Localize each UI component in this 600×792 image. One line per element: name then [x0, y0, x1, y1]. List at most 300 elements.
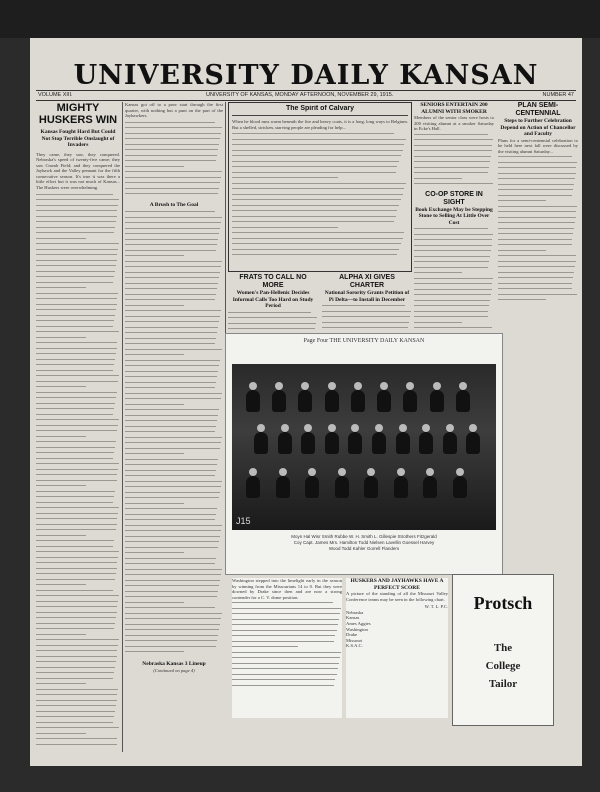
photo-caption — [232, 534, 496, 552]
text-line — [228, 312, 311, 313]
text-line — [414, 311, 488, 312]
text-line — [125, 294, 216, 295]
spirit-body: When he blood runs warm beneath the fire and heavy coats, it is a long, long ways to Belgium. But a shelled, stricken, starving people are pleading for help... — [232, 119, 408, 130]
text-line — [36, 590, 113, 591]
coop-deck: Book Exchange May be Stepping Stone to Selling At Little Over Cost — [415, 206, 493, 226]
text-line — [125, 591, 218, 592]
text-line — [125, 188, 219, 189]
text-line — [36, 315, 115, 316]
text-line — [36, 232, 114, 233]
player-figure — [305, 476, 319, 498]
standings-row: Drake — [346, 632, 358, 638]
text-line — [125, 250, 216, 251]
text-line — [414, 167, 489, 168]
text-line — [36, 656, 117, 657]
text-line — [125, 640, 217, 641]
text-line — [36, 436, 86, 437]
huskers-text-lines — [36, 194, 120, 752]
text-line — [125, 492, 220, 493]
player-figure — [276, 476, 290, 498]
text-line — [36, 711, 115, 712]
text-line — [414, 300, 490, 301]
text-line — [232, 227, 338, 228]
player-head — [249, 382, 257, 390]
player-head — [281, 424, 289, 432]
text-line — [36, 617, 116, 618]
text-line — [232, 155, 401, 156]
text-line — [36, 524, 117, 525]
text-line — [498, 156, 572, 157]
plan-body: Plans for a semi-centennial celebration to be held here next fall were discussed by the visiting alumni Saturday... — [498, 137, 578, 154]
player-head — [351, 424, 359, 432]
text-line — [125, 211, 215, 212]
player-figure — [403, 390, 417, 412]
player-figure — [335, 476, 349, 498]
player-head — [304, 424, 312, 432]
player-head — [301, 382, 309, 390]
text-line — [498, 244, 572, 245]
player-figure — [254, 432, 268, 454]
text-line — [125, 228, 220, 229]
text-line — [232, 194, 403, 195]
text-line — [36, 667, 115, 668]
text-line — [498, 211, 576, 212]
text-line — [498, 200, 546, 201]
protsch-ad — [452, 574, 554, 726]
text-line — [125, 177, 221, 178]
page-four-insert — [225, 333, 503, 575]
text-line — [36, 562, 117, 563]
text-line — [125, 552, 184, 553]
text-line — [36, 485, 86, 486]
text-line — [414, 327, 492, 328]
text-line — [232, 232, 404, 233]
text-line — [36, 705, 116, 706]
text-line — [125, 122, 215, 123]
ad-name: Protsch — [473, 593, 533, 613]
text-line — [36, 700, 117, 701]
text-line — [36, 364, 114, 365]
player-head — [338, 468, 346, 476]
text-line — [36, 309, 116, 310]
text-line — [125, 255, 184, 256]
standings-row: Missouri — [346, 637, 363, 643]
text-line — [125, 239, 218, 240]
text-line — [125, 437, 222, 438]
scan-border — [0, 0, 600, 38]
text-line — [414, 322, 462, 323]
text-line — [36, 331, 119, 332]
text-line — [36, 480, 117, 481]
text-line — [36, 441, 116, 442]
text-line — [125, 217, 222, 218]
player-head — [399, 424, 407, 432]
text-line — [498, 184, 574, 185]
text-line — [36, 337, 86, 338]
text-line — [414, 145, 492, 146]
player-head — [433, 382, 441, 390]
standings-header: W. T. L. P.C. — [424, 604, 448, 610]
text-line — [498, 261, 576, 262]
text-line — [232, 254, 397, 255]
text-line — [125, 464, 217, 465]
text-line — [232, 641, 334, 642]
text-line — [36, 293, 118, 294]
text-line — [36, 546, 113, 547]
text-line — [232, 221, 394, 222]
text-line — [36, 634, 86, 635]
text-line — [36, 392, 117, 393]
text-line — [36, 243, 119, 244]
text-line — [125, 530, 221, 531]
text-line — [125, 244, 217, 245]
text-line — [498, 167, 576, 168]
player-figure — [298, 390, 312, 412]
text-line — [125, 127, 222, 128]
text-line — [125, 624, 220, 625]
text-line — [498, 195, 572, 196]
text-line — [498, 233, 573, 234]
text-line — [36, 216, 117, 217]
records-headline: HUSKERS AND JAYHAWKS HAVE A PERFECT SCORE — [350, 578, 444, 591]
text-line — [125, 420, 217, 421]
text-line — [36, 540, 114, 541]
text-line — [36, 579, 115, 580]
text-line — [125, 629, 219, 630]
text-line — [125, 470, 216, 471]
text-line — [125, 646, 216, 647]
player-head — [279, 468, 287, 476]
text-line — [232, 685, 334, 686]
standings-row: Kansas — [346, 615, 360, 621]
text-line — [36, 474, 117, 475]
player-figure — [246, 390, 260, 412]
seniors-headline: SENIORS ENTERTAIN 200 ALUMNI WITH SMOKER — [420, 102, 488, 115]
play-subhead: A Brush to The Goal — [149, 201, 199, 208]
text-line — [125, 547, 218, 548]
player-head — [308, 468, 316, 476]
text-line — [36, 386, 86, 387]
ad-line-2: College — [485, 660, 521, 672]
text-line — [125, 222, 221, 223]
text-line — [232, 668, 338, 669]
text-line — [414, 289, 492, 290]
text-line — [498, 217, 576, 218]
text-line — [125, 382, 216, 383]
text-line — [125, 343, 215, 344]
huskers-deck: Kansas Fought Hard But Could Not Stop Terrible Onslaught of Invaders — [40, 129, 116, 148]
text-line — [36, 287, 86, 288]
text-line — [36, 694, 117, 695]
player-head — [456, 468, 464, 476]
text-line — [414, 256, 490, 257]
football-team-photo — [232, 364, 496, 530]
text-line — [414, 316, 488, 317]
text-line — [125, 442, 221, 443]
records-article — [346, 578, 448, 718]
text-line — [498, 178, 575, 179]
text-line — [498, 299, 546, 300]
text-line — [125, 618, 221, 619]
text-line — [36, 595, 119, 596]
text-line — [36, 359, 115, 360]
text-line — [36, 381, 118, 382]
standings-row: Washington — [346, 626, 368, 632]
text-line — [125, 459, 218, 460]
text-line — [125, 371, 218, 372]
text-line — [322, 322, 409, 323]
ad-line-1: The — [493, 642, 513, 654]
player-head — [459, 382, 467, 390]
player-head — [446, 424, 454, 432]
text-line — [36, 221, 116, 222]
text-line — [125, 541, 219, 542]
text-line — [125, 475, 215, 476]
text-line — [36, 370, 113, 371]
volume-label: VOLUME XIII. — [38, 92, 73, 98]
text-line — [36, 557, 118, 558]
text-line — [125, 481, 222, 482]
text-line — [228, 323, 316, 324]
player-figure — [430, 390, 444, 412]
player-head — [397, 468, 405, 476]
player-figure — [272, 390, 286, 412]
text-line — [498, 189, 573, 190]
text-line — [36, 265, 116, 266]
text-line — [36, 612, 117, 613]
text-line — [36, 425, 118, 426]
text-line — [125, 404, 184, 405]
text-line — [125, 580, 220, 581]
text-line — [36, 535, 86, 536]
ad-line-3: Tailor — [488, 678, 518, 690]
text-line — [125, 536, 220, 537]
player-head — [328, 424, 336, 432]
text-line — [125, 635, 218, 636]
text-line — [36, 606, 117, 607]
text-line — [125, 558, 216, 559]
text-line — [232, 139, 406, 140]
text-line — [232, 608, 341, 609]
text-line — [36, 716, 114, 717]
player-figure — [396, 432, 410, 454]
text-line — [232, 166, 397, 167]
text-line — [125, 166, 184, 167]
text-line — [232, 602, 333, 603]
seniors-text-lines — [414, 134, 494, 189]
text-line — [36, 727, 119, 728]
text-line — [36, 419, 119, 420]
text-line — [414, 278, 493, 279]
text-line — [125, 338, 216, 339]
text-line — [125, 431, 215, 432]
text-line — [125, 569, 222, 570]
issue-number: NUMBER 47 — [542, 92, 574, 98]
text-line — [36, 210, 117, 211]
text-line — [36, 722, 113, 723]
text-line — [125, 261, 222, 262]
text-line — [125, 398, 221, 399]
text-line — [232, 663, 339, 664]
text-line — [125, 519, 215, 520]
player-head — [426, 468, 434, 476]
text-line — [36, 672, 114, 673]
text-line — [125, 453, 184, 454]
washington-article — [232, 578, 342, 718]
text-line — [36, 491, 115, 492]
text-line — [498, 206, 577, 207]
text-line — [36, 518, 117, 519]
text-line — [125, 563, 215, 564]
text-line — [414, 139, 493, 140]
text-line — [36, 238, 86, 239]
dateline — [36, 90, 576, 101]
text-line — [498, 250, 546, 251]
text-line — [36, 463, 119, 464]
play-by-play-article — [125, 102, 223, 752]
text-line — [125, 525, 222, 526]
text-line — [36, 744, 117, 745]
text-line — [414, 245, 492, 246]
text-line — [125, 415, 218, 416]
player-head — [249, 468, 257, 476]
text-line — [232, 210, 397, 211]
text-line — [125, 149, 218, 150]
play-text-lines — [125, 122, 223, 202]
text-line — [228, 317, 317, 318]
text-line — [498, 266, 575, 267]
frats-headline: FRATS TO CALL NO MORE — [239, 274, 307, 289]
player-figure — [325, 390, 339, 412]
player-head — [406, 382, 414, 390]
text-line — [125, 327, 218, 328]
text-line — [125, 155, 217, 156]
text-line — [498, 283, 572, 284]
text-line — [125, 332, 217, 333]
text-line — [36, 623, 115, 624]
text-line — [498, 162, 577, 163]
player-figure — [466, 432, 480, 454]
text-line — [36, 469, 118, 470]
text-line — [125, 613, 222, 614]
text-line — [36, 199, 119, 200]
standings-teams — [346, 610, 448, 649]
text-line — [232, 674, 337, 675]
alpha-headline: ALPHA XI GIVES CHARTER — [339, 274, 395, 289]
text-line — [36, 496, 114, 497]
play-body: Kansas got off to a poor start through the first quarter, with nothing but a punt on the part of the Jayhawkers. — [125, 102, 223, 119]
text-line — [414, 172, 488, 173]
text-line — [36, 353, 116, 354]
text-line — [414, 305, 489, 306]
text-line — [125, 514, 216, 515]
text-line — [36, 689, 118, 690]
huskers-headline: MIGHTY HUSKERS WIN — [38, 102, 118, 126]
text-line — [125, 448, 220, 449]
column-rule — [225, 102, 226, 372]
text-line — [36, 304, 117, 305]
text-line — [125, 288, 217, 289]
player-head — [469, 424, 477, 432]
text-line — [36, 650, 117, 651]
text-line — [414, 134, 488, 135]
text-line — [498, 272, 574, 273]
player-figure — [325, 432, 339, 454]
text-line — [125, 409, 219, 410]
text-line — [498, 228, 574, 229]
text-line — [36, 529, 116, 530]
alpha-deck: National Sorority Grants Petition of Pi Delta—to Install in December — [324, 290, 410, 303]
text-line — [125, 497, 219, 498]
text-line — [36, 260, 117, 261]
text-line — [322, 311, 411, 312]
text-line — [414, 261, 489, 262]
plan-article — [498, 102, 578, 370]
player-figure — [348, 432, 362, 454]
text-line — [125, 426, 216, 427]
text-line — [414, 272, 462, 273]
standings-row: Ames Aggies — [346, 620, 371, 626]
player-figure — [377, 390, 391, 412]
standings-row: Nebraska — [346, 609, 364, 615]
insert-banner: Page Four THE UNIVERSITY DAILY KANSAN — [303, 338, 425, 344]
text-line — [36, 683, 86, 684]
text-line — [232, 630, 337, 631]
text-line — [125, 277, 219, 278]
text-line — [232, 613, 340, 614]
text-line — [232, 657, 340, 658]
text-line — [232, 679, 335, 680]
text-line — [232, 144, 404, 145]
text-line — [414, 234, 493, 235]
text-line — [498, 294, 577, 295]
text-line — [232, 652, 341, 653]
text-line — [414, 228, 488, 229]
caption-row-2: Coy Capt. James Mrs. Hamilton Todd Nielsen Lavellin Goessel Harvey — [293, 540, 435, 545]
text-line — [125, 585, 219, 586]
text-line — [125, 508, 217, 509]
spirit-headline: The Spirit of Calvary — [232, 105, 408, 116]
text-line — [36, 584, 86, 585]
text-line — [36, 282, 113, 283]
text-line — [36, 628, 114, 629]
plan-headline: PLAN SEMI-CENTENNIAL — [515, 102, 561, 117]
text-line — [36, 249, 118, 250]
text-line — [36, 551, 119, 552]
player-figure — [443, 432, 457, 454]
player-head — [375, 424, 383, 432]
text-line — [125, 299, 215, 300]
text-line — [232, 249, 399, 250]
player-head — [257, 424, 265, 432]
text-line — [36, 458, 113, 459]
text-line — [232, 624, 338, 625]
player-figure — [394, 476, 408, 498]
text-line — [125, 387, 215, 388]
text-line — [36, 408, 114, 409]
continued-note: (Continued on page 4) — [153, 667, 195, 673]
text-line — [232, 177, 338, 178]
spirit-article — [232, 105, 408, 265]
text-line — [232, 150, 403, 151]
text-line — [36, 645, 118, 646]
coop-headline: CO-OP STORE IN SIGHT — [425, 190, 483, 206]
text-line — [125, 503, 184, 504]
text-line — [125, 182, 220, 183]
text-line — [125, 365, 219, 366]
text-line — [232, 183, 406, 184]
plan-text-lines — [498, 156, 578, 306]
